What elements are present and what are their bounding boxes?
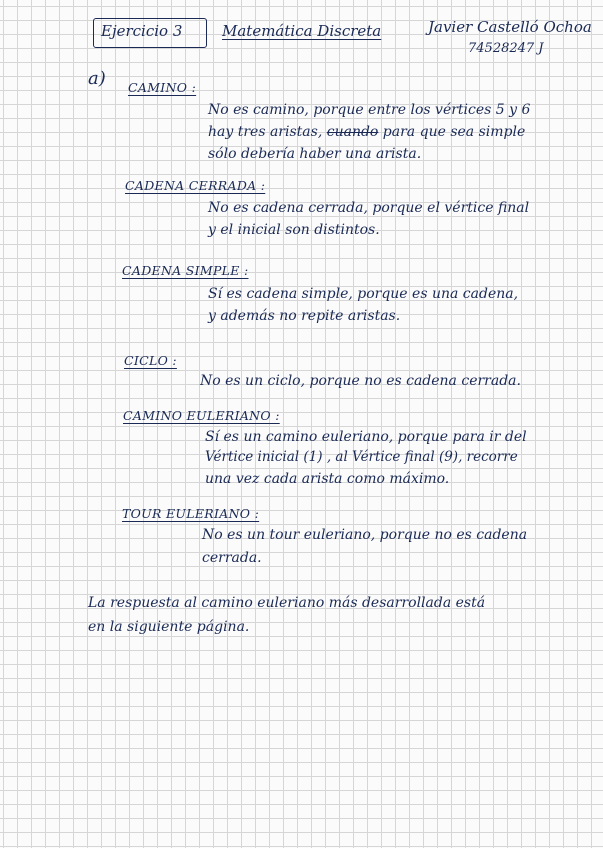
camino-line-2 (208, 125, 525, 139)
cadena-simple-line-2: y además no repite aristas. (208, 308, 401, 324)
subject-title: Matemática Discreta (222, 22, 382, 40)
camino-line-3: sólo debería haber una arista. (208, 146, 422, 162)
crossed-out-word: cuando (326, 124, 379, 140)
tour-euleriano-line-2: cerrada. (202, 550, 262, 566)
footer-note-line-1: La respuesta al camino euleriano más desarrollada está (88, 595, 486, 611)
camino-euleriano-line-3: una vez cada arista como máximo. (205, 471, 450, 487)
cadena-cerrada-line-2: y el inicial son distintos. (208, 222, 380, 238)
part-label: a) (88, 68, 106, 89)
exercise-label: Ejercicio 3 (101, 22, 183, 40)
camino-euleriano-line-2: Vértice inicial (1) , al Vértice final (9), recorre (205, 449, 518, 465)
section-heading-tour-euleriano: TOUR EULERIANO : (122, 506, 260, 521)
section-heading-ciclo: CICLO : (124, 353, 177, 368)
ciclo-line-1: No es un ciclo, porque no es cadena cerrada. (200, 373, 521, 389)
camino-line-2-after: para que sea simple (378, 124, 526, 140)
tour-euleriano-line-1: No es un tour euleriano, porque no es cadena (202, 527, 528, 543)
section-heading-camino-euleriano: CAMINO EULERIANO : (123, 408, 280, 423)
camino-euleriano-line-1: Sí es un camino euleriano, porque para ir del (205, 429, 527, 445)
cadena-cerrada-line-1: No es cadena cerrada, porque el vértice final (208, 200, 530, 216)
student-name: Javier Castelló Ochoa (428, 18, 592, 36)
section-heading-camino: CAMINO : (128, 80, 197, 95)
section-heading-cadena-cerrada: CADENA CERRADA : (125, 178, 266, 193)
camino-line-1: No es camino, porque entre los vértices 5 y 6 (208, 102, 531, 118)
footer-note-line-2: en la siguiente página. (88, 619, 250, 635)
section-heading-cadena-simple: CADENA SIMPLE : (122, 263, 249, 278)
camino-line-2-before: hay tres aristas, (208, 124, 327, 140)
cadena-simple-line-1: Sí es cadena simple, porque es una cadena, (208, 286, 519, 302)
student-id: 74528247 J (468, 41, 544, 56)
